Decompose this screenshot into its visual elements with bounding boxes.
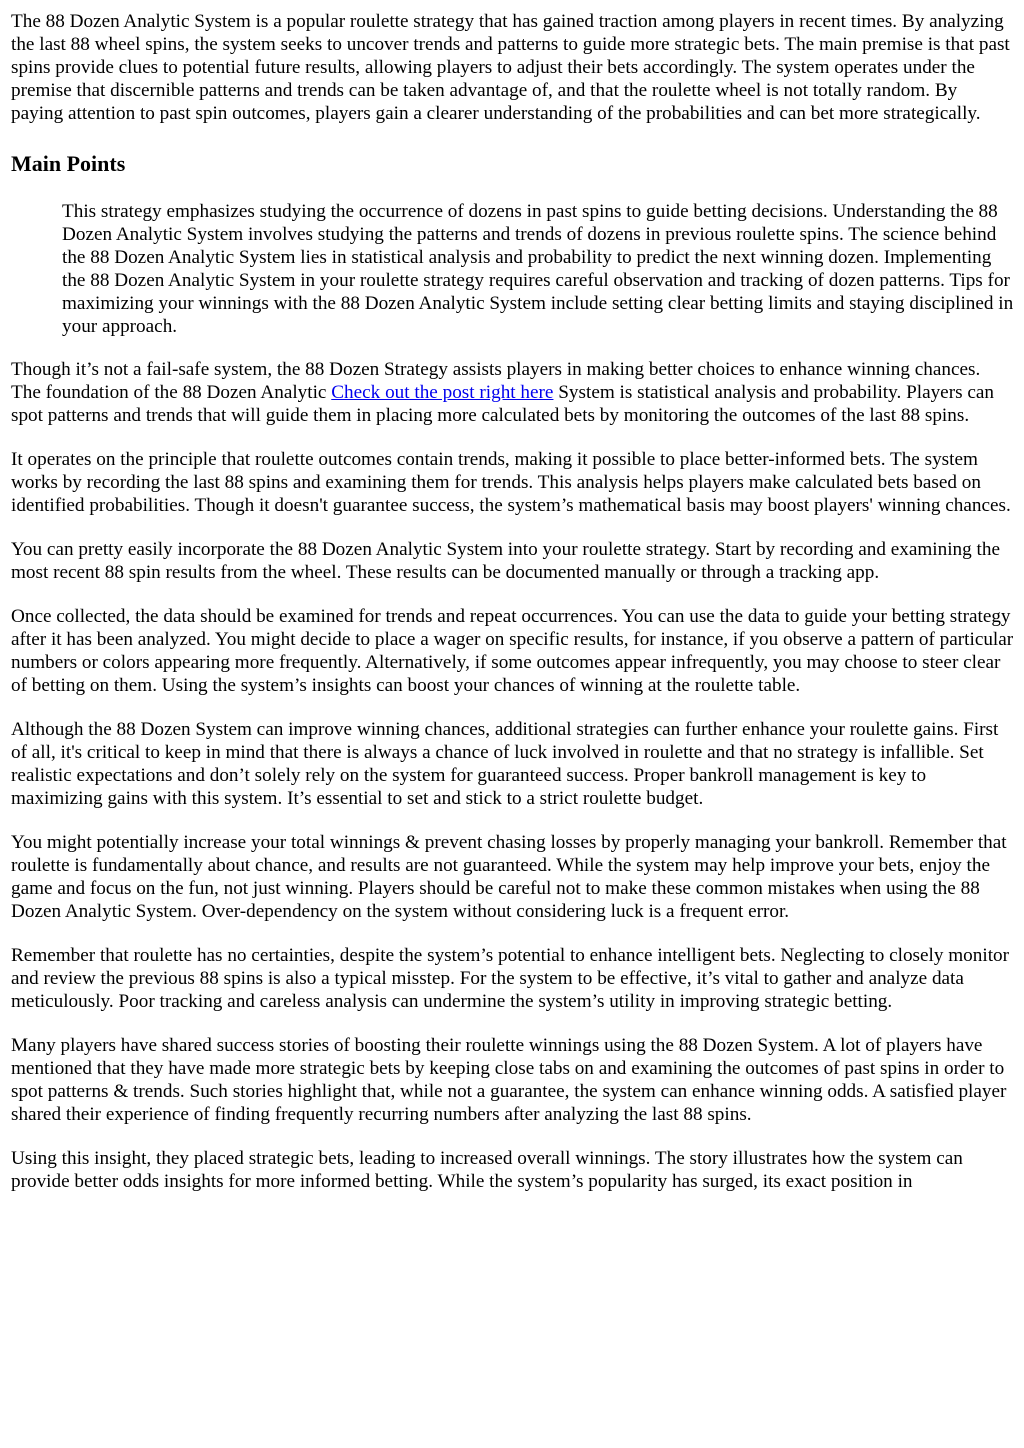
link-paragraph-before: Though it’s not a fail-safe system, the 88 Dozen Strategy assists players in making better choices to enhance winning chances. The foundation of the 88 Dozen Analytic bbox=[11, 359, 981, 403]
body-paragraph: Although the 88 Dozen System can improve winning chances, additional strategies can further enhance your roulette gains. First of all, it's critical to keep in mind that there is always a chance of luck involved in roulette and that no strategy is infallible. Set realistic expectations and don’t solely rely on the system for guaranteed success. Proper bankroll management is key to maximizing gains with this system. It’s essential to set and stick to a strict roulette budget. bbox=[11, 719, 999, 809]
body-paragraph: You might potentially increase your total winnings & prevent chasing losses by properly managing your bankroll. Remember that roulette is fundamentally about chance, and results are not guaranteed. While the system may help improve your bets, enjoy the game and focus on the fun, not just winning. Players should be careful not to make these common mistakes when using the 88 Dozen Analytic System. Over-dependency on the system without considering luck is a frequent error. bbox=[11, 832, 1007, 922]
body-paragraph: Once collected, the data should be examined for trends and repeat occurrences. You can use the data to guide your betting strategy after it has been analyzed. You might decide to place a wager on specific results, for instance, if you observe a pattern of particular numbers or colors appearing more frequently. Alternatively, if some outcomes appear infrequently, you may choose to steer clear of betting on them. Using the system’s insights can boost your chances of winning at the roulette table. bbox=[11, 606, 1014, 696]
body-paragraph: Remember that roulette has no certainties, despite the system’s potential to enhance intelligent bets. Neglecting to closely monitor and review the previous 88 spins is also a typical misstep. For the system to be effective, it’s vital to gather and analyze data meticulously. Poor tracking and careless analysis can undermine the system’s utility in improving strategic betting. bbox=[11, 945, 1010, 1012]
body-paragraph: It operates on the principle that roulette outcomes contain trends, making it possible to place better-informed bets. The system works by recording the last 88 spins and examining them for trends. This analysis helps players make calculated bets based on identified probabilities. Though it doesn't guarantee success, the system’s mathematical basis may boost players' winning chances. bbox=[11, 449, 1011, 516]
intro-paragraph: The 88 Dozen Analytic System is a popular roulette strategy that has gained traction among players in recent times. By analyzing the last 88 wheel spins, the system seeks to uncover trends and patterns to guide more strategic bets. The main premise is that past spins provide clues to potential future results, allowing players to adjust their bets accordingly. The system operates under the premise that discernible patterns and trends can be taken advantage of, and that the roulette wheel is not totally random. By paying attention to past spin outcomes, players gain a clearer understanding of the probabilities and can bet more strategically. bbox=[11, 11, 1010, 124]
body-paragraph: You can pretty easily incorporate the 88 Dozen Analytic System into your roulette strategy. Start by recording and examining the most recent 88 spin results from the wheel. These results can be documented manually or through a tracking app. bbox=[11, 539, 1000, 583]
main-points-heading: Main Points bbox=[11, 151, 126, 176]
main-points-blockquote: This strategy emphasizes studying the occurrence of dozens in past spins to guide betting decisions. Understanding the 88 Dozen Analytic System involves studying the patterns and trends of dozens in previous roulette spins. The science behind the 88 Dozen Analytic System lies in statistical analysis and probability to predict the next winning dozen. Implementing the 88 Dozen Analytic System in your roulette strategy requires careful observation and tracking of dozen patterns. Tips for maximizing your winnings with the 88 Dozen Analytic System include setting clear betting limits and staying disciplined in your approach. bbox=[62, 201, 1014, 337]
body-paragraph: Many players have shared success stories of boosting their roulette winnings using the 88 Dozen System. A lot of players have mentioned that they have made more strategic bets by keeping close tabs on and examining the outcomes of past spins in order to spot patterns & trends. Such stories highlight that, while not a guarantee, the system can enhance winning odds. A satisfied player shared their experience of finding frequently recurring numbers after analyzing the last 88 spins. bbox=[11, 1035, 1007, 1125]
body-paragraph: Using this insight, they placed strategic bets, leading to increased overall winnings. The story illustrates how the system can provide better odds insights for more informed betting. While the system’s popularity has surged, its exact position in bbox=[11, 1148, 963, 1192]
paragraph-with-link bbox=[11, 358, 1014, 427]
check-out-post-link[interactable]: Check out the post right here bbox=[331, 382, 554, 403]
link-paragraph-after: System is statistical analysis and probability. Players can spot patterns and trends that will guide them in placing more calculated bets by monitoring the outcomes of the last 88 spins. bbox=[11, 382, 994, 426]
